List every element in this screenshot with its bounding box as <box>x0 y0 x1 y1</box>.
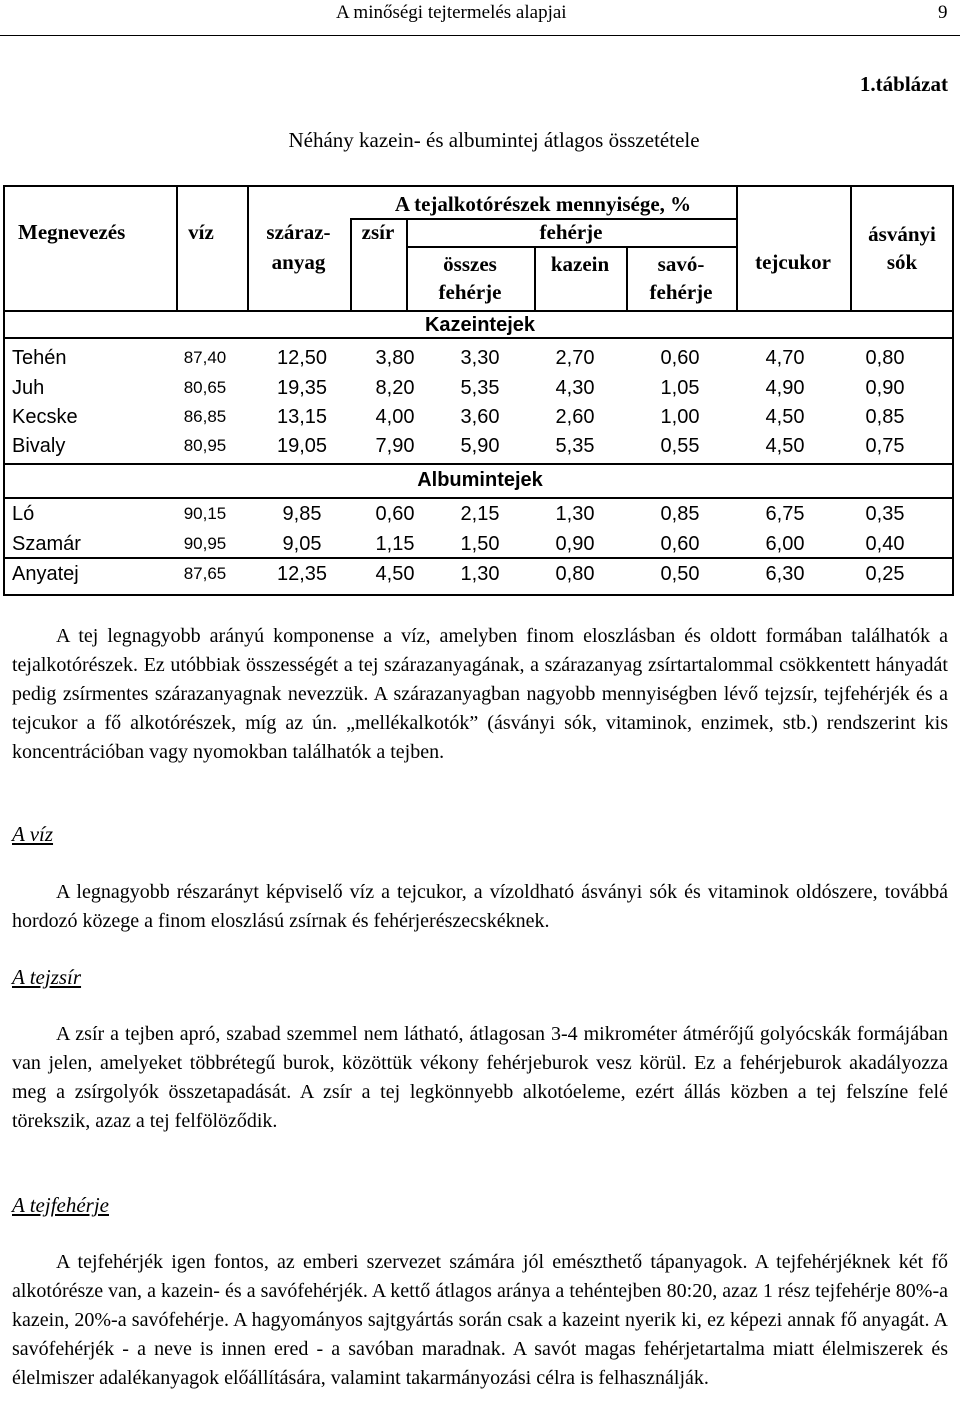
cell-fat: 0,60 <box>375 503 415 525</box>
cell-total: 1,30 <box>460 563 500 585</box>
section-title-water: A víz <box>12 822 54 846</box>
col-header-minerals-2: sók <box>886 250 918 274</box>
cell-casein: 4,30 <box>555 377 595 399</box>
col-header-fat: zsír <box>361 220 395 244</box>
cell-minerals: 0,90 <box>865 377 905 399</box>
cell-minerals: 0,25 <box>865 563 905 585</box>
row-name: Tehén <box>12 347 67 369</box>
col-header-water: víz <box>188 220 214 244</box>
table-rule <box>176 185 178 310</box>
table-rule <box>3 463 954 465</box>
cell-dry: 12,35 <box>276 563 328 585</box>
cell-whey: 1,00 <box>660 406 700 428</box>
cell-lactose: 4,50 <box>765 406 805 428</box>
table-rule <box>3 497 954 499</box>
cell-casein: 1,30 <box>555 503 595 525</box>
cell-total: 3,30 <box>460 347 500 369</box>
table-number: 1.táblázat <box>859 72 948 96</box>
cell-whey: 1,05 <box>660 377 700 399</box>
table-rule <box>406 246 736 248</box>
cell-minerals: 0,80 <box>865 347 905 369</box>
cell-dry: 9,05 <box>282 533 322 555</box>
water-paragraph: A legnagyobb részarányt képviselő víz a tejcukor, a vízoldható ásványi sók és vitaminok oldószere, továbbá hordozó közege a finom eloszlású zsírnak és fehérjerészecskéknek. <box>12 881 948 932</box>
col-header-whey-2: fehérje <box>649 280 713 304</box>
col-header-dry-1: száraz- <box>266 220 331 244</box>
cell-total: 1,50 <box>460 533 500 555</box>
col-header-dry-2: anyag <box>271 250 326 274</box>
col-header-group: A tejalkotórészek mennyisége, % <box>394 192 692 216</box>
cell-casein: 2,70 <box>555 347 595 369</box>
intro-paragraph: A tej legnagyobb arányú komponense a víz, amelyben finom eloszlásban és oldott formában találhatók a tejalkotórészek. Ez utóbbiak összességét a tej szárazanyagának, a szárazanyag zsírtartalommal csökkentett hányadát pedig zsírmentes szárazanyagnak nevezzük. A szárazanyagban nagyobb mennyiségben lévő tejzsír, tejfehérjék és a tejcukor a fő alkotórészek, míg az ún. „mellékalkotók” (ásványi sók, vitaminok, enzimek, stb.) rendszerint kis koncentrációban vagy nyomokban találhatók a tejben. <box>12 625 948 763</box>
cell-minerals: 0,40 <box>865 533 905 555</box>
cell-water: 90,95 <box>183 534 227 553</box>
cell-minerals: 0,85 <box>865 406 905 428</box>
cell-water: 87,65 <box>183 564 227 583</box>
col-header-name: Megnevezés <box>18 220 126 244</box>
cell-water: 80,95 <box>183 436 227 455</box>
cell-lactose: 6,30 <box>765 563 805 585</box>
fat-paragraph: A zsír a tejben apró, szabad szemmel nem látható, átlagosan 3-4 mikrométer átmérőjű golyócskák formájában van jelen, amelyeket többrétegű burok, közöttük vékony fehérjeburok vesz körül. Ez a fehérjeburok akadályozza meg a zsírgolyók összetapadását. A zsír a tej legkönnyebb alkotóeleme, ezért állás közben a tej felszíne felé törekszik, azaz a tej felfölöződik. <box>12 1023 948 1132</box>
cell-minerals: 0,35 <box>865 503 905 525</box>
section-title-fat: A tejzsír <box>12 965 82 989</box>
col-header-whey-1: savó- <box>657 252 705 276</box>
cell-fat: 1,15 <box>375 533 415 555</box>
section-albumin-milks: Albumintejek <box>417 469 543 491</box>
cell-casein: 0,80 <box>555 563 595 585</box>
cell-whey: 0,60 <box>660 533 700 555</box>
row-name: Anyatej <box>12 563 79 585</box>
col-header-protein: fehérje <box>539 220 603 244</box>
table-caption: Néhány kazein- és albumintej átlagos összetétele <box>288 128 700 152</box>
cell-whey: 0,60 <box>660 347 700 369</box>
cell-fat: 4,50 <box>375 563 415 585</box>
col-header-casein: kazein <box>550 252 610 276</box>
cell-water: 80,65 <box>183 378 227 397</box>
cell-water: 87,40 <box>183 348 227 367</box>
cell-water: 86,85 <box>183 407 227 426</box>
cell-total: 3,60 <box>460 406 500 428</box>
cell-dry: 19,35 <box>276 377 328 399</box>
cell-whey: 0,50 <box>660 563 700 585</box>
cell-lactose: 6,00 <box>765 533 805 555</box>
cell-minerals: 0,75 <box>865 435 905 457</box>
cell-dry: 12,50 <box>276 347 328 369</box>
row-name: Juh <box>12 377 45 399</box>
cell-fat: 7,90 <box>375 435 415 457</box>
page-header <box>0 0 960 36</box>
cell-total: 2,15 <box>460 503 500 525</box>
row-name: Bivaly <box>12 435 66 457</box>
cell-casein: 0,90 <box>555 533 595 555</box>
row-name: Szamár <box>12 533 81 555</box>
cell-lactose: 4,70 <box>765 347 805 369</box>
cell-dry: 13,15 <box>276 406 328 428</box>
table-rule <box>3 557 954 559</box>
cell-dry: 9,85 <box>282 503 322 525</box>
cell-lactose: 4,90 <box>765 377 805 399</box>
cell-dry: 19,05 <box>276 435 328 457</box>
cell-fat: 3,80 <box>375 347 415 369</box>
running-title: A minőségi tejtermelés alapjai <box>336 2 567 23</box>
cell-total: 5,35 <box>460 377 500 399</box>
cell-water: 90,15 <box>183 504 227 523</box>
cell-whey: 0,55 <box>660 435 700 457</box>
cell-fat: 4,00 <box>375 406 415 428</box>
col-header-lactose: tejcukor <box>755 250 831 274</box>
cell-whey: 0,85 <box>660 503 700 525</box>
cell-fat: 8,20 <box>375 377 415 399</box>
cell-lactose: 6,75 <box>765 503 805 525</box>
protein-paragraph: A tejfehérjék igen fontos, az emberi szervezet számára jól emészthető tápanyagok. A tejfehérjéknek két fő alkotórésze van, a kazein- és a savófehérjék. A kettő átlagos aránya a tehéntejben 80:20, azaz 1 rész tejfehérje 80%-a kazein, 20%-a savófehérje. A hagyományos sajtgyártás során csak a kazeint nyerik ki, ez képezi annak fő anyagát. A savófehérjék - a neve is innen ered - a savóban maradnak. A savót magas fehérjetartalma miatt élelmiszerek és élelmiszer adalékanyagok előállítására, valamint takarmányozási célra is felhasználják. <box>12 1251 948 1389</box>
section-casein-milks: Kazeintejek <box>424 314 536 336</box>
row-name: Kecske <box>12 406 78 428</box>
page-number: 9 <box>938 2 948 23</box>
col-header-total-2: fehérje <box>438 280 502 304</box>
section-title-protein: A tejfehérje <box>12 1193 109 1217</box>
col-header-minerals-1: ásványi <box>868 222 936 246</box>
cell-casein: 5,35 <box>555 435 595 457</box>
cell-casein: 2,60 <box>555 406 595 428</box>
cell-lactose: 4,50 <box>765 435 805 457</box>
row-name: Ló <box>12 503 35 525</box>
cell-total: 5,90 <box>460 435 500 457</box>
col-header-total-1: összes <box>443 252 497 276</box>
